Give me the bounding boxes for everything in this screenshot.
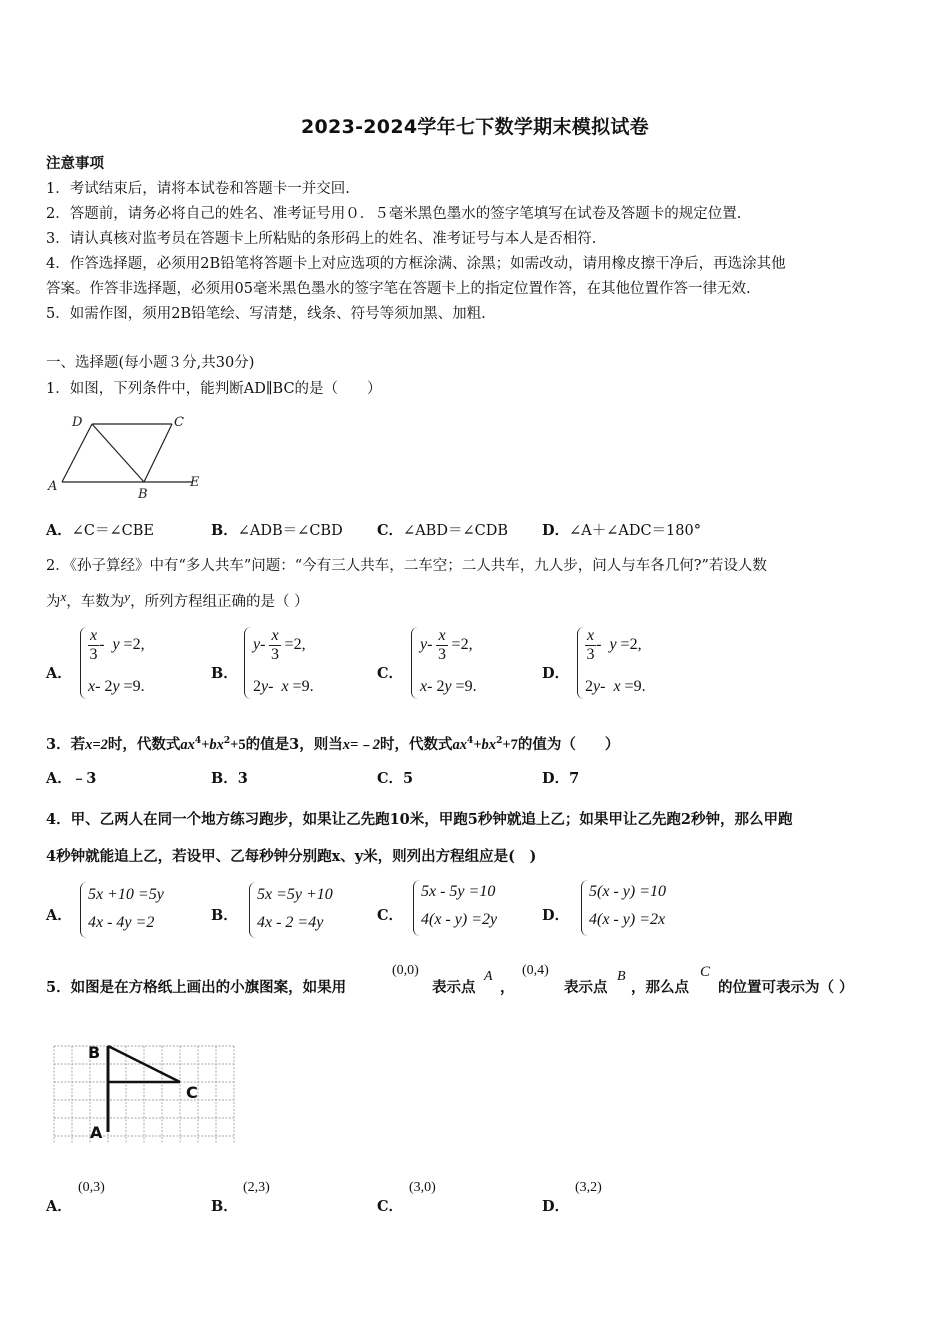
q2-option-b-eq2[interactable]: 2y- x =9. bbox=[253, 678, 314, 695]
q2-option-b-brace bbox=[244, 627, 251, 699]
q5-option-a-letter[interactable]: A． bbox=[46, 1198, 72, 1215]
q5-option-a-value[interactable]: (0,3) bbox=[78, 1180, 105, 1195]
q4-option-d-eq2[interactable]: 4(x - y) =2x bbox=[589, 911, 666, 928]
q4-line2: 4秒钟就能追上乙，若设甲、乙每秒钟分别跑x、y米，则列出方程组应是( ) bbox=[46, 848, 537, 865]
page-title: 2023-2024学年七下数学期末模拟试卷 bbox=[301, 116, 649, 138]
notice-item-2: 2．答题前，请务必将自己的姓名、准考证号用０．５毫米黑色墨水的签字笔填写在试卷及答题卡的规定位置. bbox=[46, 206, 742, 222]
q1-label-b: B bbox=[138, 487, 148, 502]
q5-label-b: B bbox=[88, 1043, 101, 1062]
q2-option-d-eq2[interactable]: 2y- x =9. bbox=[585, 678, 646, 695]
q4-option-c-eq2[interactable]: 4(x - y) =2y bbox=[421, 911, 498, 928]
q2-option-b-eq1[interactable]: y- $\frac{x}{3}$ =2, bbox=[253, 627, 306, 663]
q1-option-a[interactable]: A．∠C＝∠CBE bbox=[46, 522, 154, 539]
q2-option-a-brace bbox=[80, 627, 87, 699]
q5-option-c-value[interactable]: (3,0) bbox=[409, 1180, 436, 1195]
q4-option-d-letter[interactable]: D． bbox=[542, 907, 570, 924]
q2-option-c-eq1[interactable]: y- $\frac{x}{3}$ =2, bbox=[420, 627, 473, 663]
q2-option-c-eq2[interactable]: x- 2y =9. bbox=[420, 678, 477, 695]
q5-option-b-value[interactable]: (2,3) bbox=[243, 1180, 270, 1195]
q4-option-a-brace bbox=[80, 882, 87, 938]
q5-point-c: C bbox=[700, 964, 711, 980]
q1-option-b[interactable]: B．∠ADB＝∠CBD bbox=[211, 522, 343, 539]
notice-item-4: 4．作答选择题，必须用2B铅笔将答题卡上对应选项的方框涂满、涂黑；如需改动，请用橡皮擦干净后，再选涂其他 bbox=[46, 256, 786, 272]
notice-item-5: 5．如需作图，须用2B铅笔绘、写清楚，线条、符号等须加黑、加粗. bbox=[46, 306, 486, 322]
q2-option-a-eq1[interactable]: $\frac{x}{3}$ - y =2, bbox=[89, 627, 145, 663]
q5-option-d-letter[interactable]: D． bbox=[542, 1198, 570, 1215]
q3-option-c[interactable]: C．5 bbox=[377, 770, 414, 787]
q2-option-c-brace bbox=[411, 627, 418, 699]
q1-figure bbox=[44, 410, 214, 502]
q1-option-c[interactable]: C．∠ABD＝∠CDB bbox=[377, 522, 508, 539]
q1-label-e: E bbox=[190, 475, 200, 490]
notice-item-4-cont: 答案。作答非选择题，必须用05毫米黑色墨水的签字笔在答题卡上的指定位置作答，在其他位置作答一律无效. bbox=[46, 281, 751, 297]
q5-stem-a: 5．如图是在方格纸上画出的小旗图案，如果用 bbox=[46, 979, 347, 996]
q5-point-b: B bbox=[617, 969, 626, 984]
q4-option-b-eq1[interactable]: 5x =5y +10 bbox=[257, 886, 333, 903]
notice-heading: 注意事项 bbox=[46, 155, 104, 172]
q4-line1: 4．甲、乙两人在同一个地方练习跑步，如果让乙先跑10米，甲跑5秒钟就追上乙；如果甲让乙先跑2秒钟，那么甲跑 bbox=[46, 811, 793, 828]
q4-option-b-letter[interactable]: B． bbox=[211, 907, 238, 924]
q5-stem-c: 表示点 bbox=[564, 979, 608, 996]
q3-option-b[interactable]: B．3 bbox=[211, 770, 248, 787]
q5-stem-b: 表示点 bbox=[432, 979, 476, 996]
q4-option-d-brace bbox=[581, 880, 588, 936]
q5-separator: ， bbox=[500, 979, 515, 996]
notice-item-3: 3．请认真核对监考员在答题卡上所粘贴的条形码上的姓名、准考证号与本人是否相符. bbox=[46, 231, 597, 247]
q2-line2: 为x，车数为y，所列方程组正确的是（ ） bbox=[46, 589, 309, 610]
section-heading: 一、选择题(每小题３分,共30分) bbox=[46, 355, 255, 371]
q2-option-d-brace bbox=[577, 627, 584, 699]
q5-option-b-letter[interactable]: B． bbox=[211, 1198, 238, 1215]
q5-grid-figure bbox=[52, 1040, 238, 1150]
q2-option-a-eq2[interactable]: x- 2y =9. bbox=[88, 678, 145, 695]
q2-option-b-letter[interactable]: B． bbox=[211, 665, 238, 682]
q2-option-d-letter[interactable]: D． bbox=[542, 665, 570, 682]
q4-option-a-letter[interactable]: A． bbox=[46, 907, 72, 924]
q4-option-c-letter[interactable]: C． bbox=[377, 907, 404, 924]
q5-stem-d: ，那么点 bbox=[631, 979, 689, 996]
q5-stem-e: 的位置可表示为（ ） bbox=[718, 979, 854, 996]
q1-label-a: A bbox=[48, 479, 58, 494]
q1-option-d[interactable]: D．∠A＋∠ADC＝180° bbox=[542, 522, 701, 539]
q2-option-c-letter[interactable]: C． bbox=[377, 665, 404, 682]
q1-stem: 1．如图，下列条件中，能判断AD∥BC的是（ ） bbox=[46, 381, 382, 397]
q4-option-d-eq1[interactable]: 5(x - y) =10 bbox=[589, 883, 666, 900]
q1-label-d: D bbox=[72, 415, 83, 430]
q4-option-a-eq2[interactable]: 4x - 4y =2 bbox=[88, 914, 155, 931]
q5-label-a: A bbox=[90, 1123, 103, 1142]
q4-option-b-eq2[interactable]: 4x - 2 =4y bbox=[257, 914, 324, 931]
q4-option-c-brace bbox=[413, 880, 420, 936]
q5-coord-a: (0,0) bbox=[392, 963, 419, 978]
q2-option-a-letter[interactable]: A． bbox=[46, 665, 72, 682]
q4-option-c-eq1[interactable]: 5x - 5y =10 bbox=[421, 883, 496, 900]
q1-label-c: C bbox=[174, 415, 184, 430]
q3-option-d[interactable]: D．7 bbox=[542, 770, 580, 787]
q2-line1: 2．《孙子算经》中有“多人共车”问题：“今有三人共车，二车空；二人共车，九人步，问人与车各几何?”若设人数 bbox=[46, 558, 767, 574]
notice-item-1: 1．考试结束后，请将本试卷和答题卡一并交回. bbox=[46, 181, 350, 197]
q5-label-c: C bbox=[186, 1083, 198, 1102]
q2-option-d-eq1[interactable]: $\frac{x}{3}$ - y =2, bbox=[586, 627, 642, 663]
q4-option-b-brace bbox=[249, 882, 256, 938]
q3-option-a[interactable]: A．﹣3 bbox=[46, 770, 97, 787]
q5-option-c-letter[interactable]: C． bbox=[377, 1198, 404, 1215]
q5-option-d-value[interactable]: (3,2) bbox=[575, 1180, 602, 1195]
q4-option-a-eq1[interactable]: 5x +10 =5y bbox=[88, 886, 164, 903]
q5-coord-b: (0,4) bbox=[522, 963, 549, 978]
q3-stem: 3．若x=2时，代数式$ax^4+bx^2+5$的值是3，则当x=﹣2时，代数式$ax^4+bx^2+7$的值为（ ） bbox=[46, 736, 620, 753]
q5-point-a: A bbox=[484, 969, 493, 984]
